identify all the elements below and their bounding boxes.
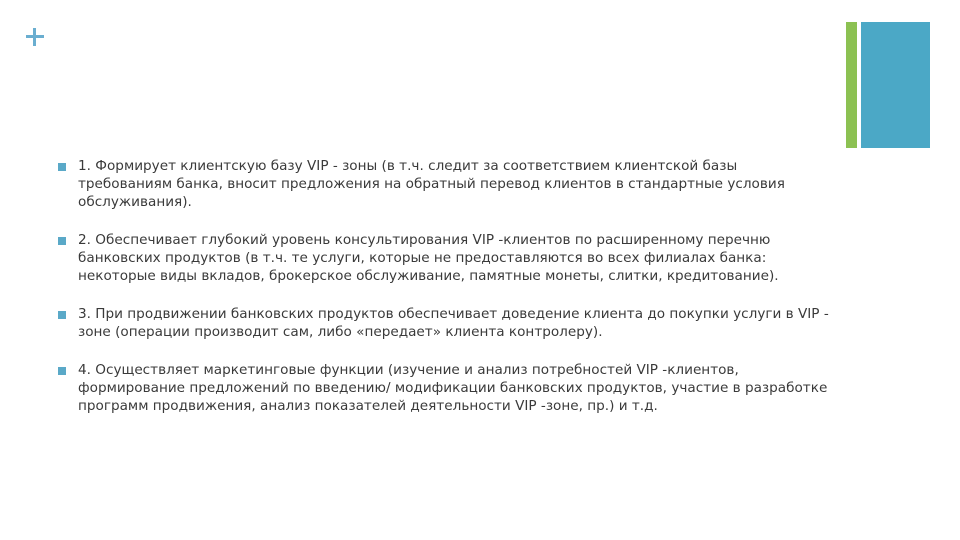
plus-icon-vertical [33, 28, 36, 46]
list-item-text: 2. Обеспечивает глубокий уровень консультирования VIP -клиентов по расширенному перечню банковских продуктов (в т.ч. те услуги, которые не предоставляются во всех филиалах банка: некоторые виды вкладов, брокерское обслуживание, памятные монеты, слитки, кредитование). [78, 232, 779, 284]
list-item-text: 1. Формирует клиентскую базу VIP - зоны (в т.ч. следит за соответствием клиентской базы требованиям банка, вносит предложения на обратный перевод клиентов в стандартные условия обслуживания). [78, 158, 785, 210]
list-item [58, 361, 858, 415]
bullet-list [58, 157, 858, 435]
decorative-blue-block [861, 22, 930, 148]
list-item-text: 4. Осуществляет маркетинговые функции (изучение и анализ потребностей VIP -клиентов, формирование предложений по введению/ модификации банковских продуктов, участие в разработке программ продвижения, анализ показателей деятельности VIP -зоне, пр.) и т.д. [78, 362, 828, 414]
plus-icon [24, 26, 46, 48]
square-bullet-icon [58, 163, 66, 171]
list-item-text: 3. При продвижении банковских продуктов обеспечивает доведение клиента до покупки услуги в VIP - зоне (операции производит сам, либо «передает» клиента контролеру). [78, 306, 829, 340]
list-item [58, 305, 858, 341]
decorative-green-bar [846, 22, 857, 148]
square-bullet-icon [58, 367, 66, 375]
list-item [58, 231, 858, 285]
square-bullet-icon [58, 311, 66, 319]
list-item [58, 157, 858, 211]
square-bullet-icon [58, 237, 66, 245]
